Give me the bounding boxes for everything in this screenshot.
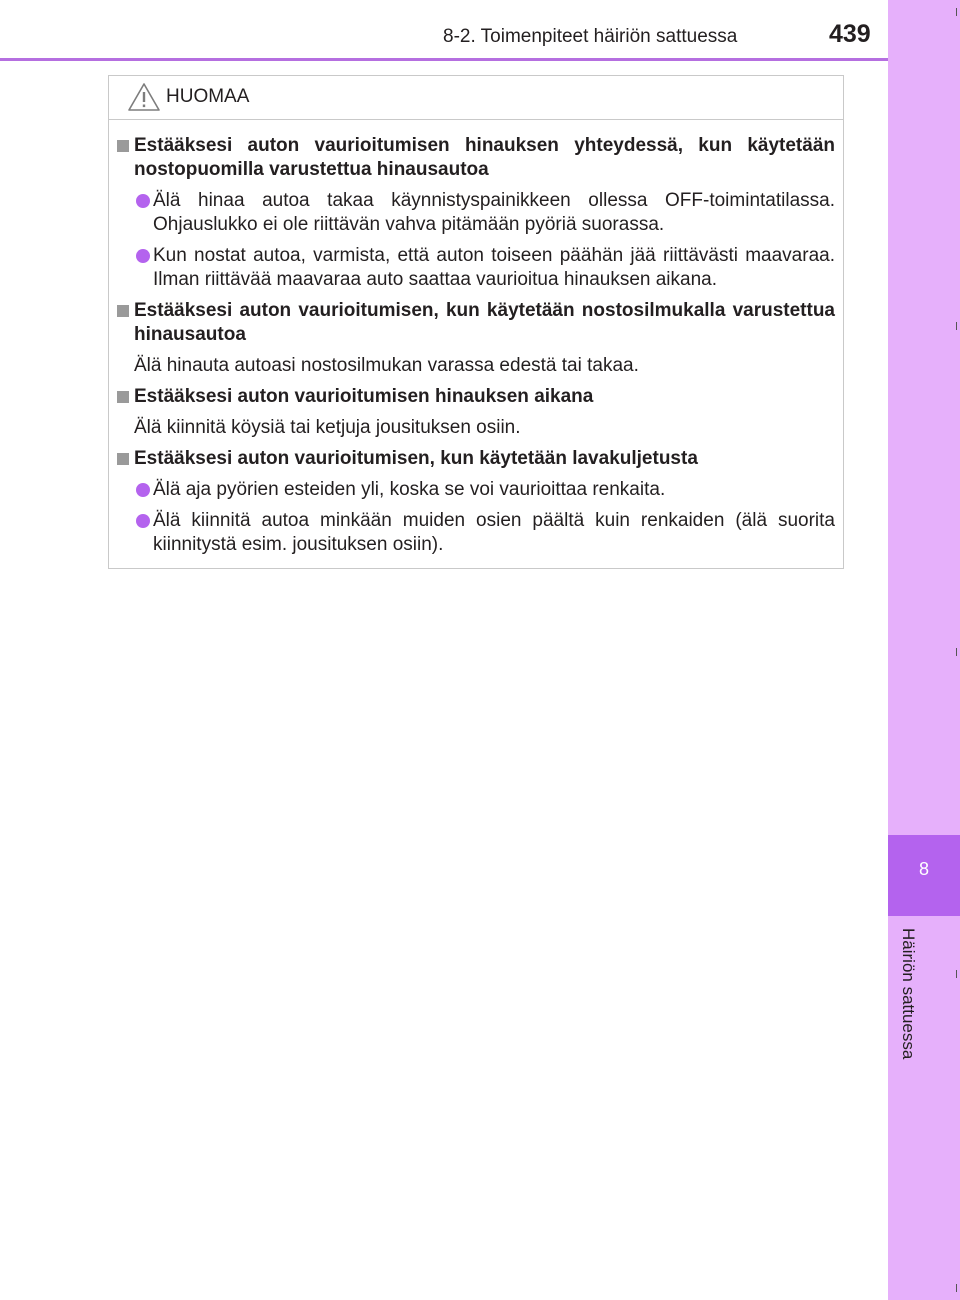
heading-text: Estääksesi auton vaurioitumisen, kun käytetään nostosilmukalla varustettua hinausautoa bbox=[134, 300, 835, 345]
heading-text: Estääksesi auton vaurioitumisen hinauksen aikana bbox=[134, 386, 594, 407]
notice-body bbox=[109, 120, 843, 557]
section-heading bbox=[117, 134, 835, 182]
chapter-sidebar bbox=[888, 0, 960, 1300]
paragraph: Älä kiinnitä köysiä tai ketjuja jousituksen osiin. bbox=[134, 417, 521, 438]
crop-mark bbox=[956, 322, 957, 330]
list-item bbox=[117, 509, 835, 557]
round-bullet-icon bbox=[136, 514, 150, 528]
crop-mark bbox=[956, 1284, 957, 1292]
square-bullet-icon bbox=[117, 453, 129, 465]
warning-triangle-icon bbox=[127, 82, 161, 112]
bullet-text: Kun nostat autoa, varmista, että auton toiseen päähän jää riittävästi maavaraa. Ilman riittävää maavaraa auto saattaa vaurioitua hinauksen aikana. bbox=[153, 245, 835, 290]
chapter-tab[interactable] bbox=[888, 835, 960, 916]
crop-mark bbox=[956, 970, 957, 978]
notice-title: HUOMAA bbox=[166, 86, 250, 107]
section-heading bbox=[117, 447, 835, 471]
bullet-text: Älä aja pyörien esteiden yli, koska se voi vaurioittaa renkaita. bbox=[153, 479, 666, 500]
square-bullet-icon bbox=[117, 391, 129, 403]
header-rule bbox=[0, 58, 888, 61]
section-heading bbox=[117, 385, 835, 409]
round-bullet-icon bbox=[136, 194, 150, 208]
crop-mark bbox=[956, 648, 957, 656]
notice-header bbox=[109, 76, 843, 120]
list-item bbox=[117, 189, 835, 237]
heading-text: Estääksesi auton vaurioitumisen, kun käytetään lavakuljetusta bbox=[134, 448, 698, 469]
bullet-text: Älä kiinnitä autoa minkään muiden osien päältä kuin renkaiden (älä suorita kiinnitystä esim. jousituksen osiin). bbox=[153, 510, 835, 555]
notice-box bbox=[108, 75, 844, 569]
round-bullet-icon bbox=[136, 249, 150, 263]
section-heading bbox=[117, 299, 835, 347]
list-item bbox=[117, 478, 835, 502]
heading-text: Estääksesi auton vaurioitumisen hinauksen yhteydessä, kun käytetään nostopuomilla varustettua hinausautoa bbox=[134, 135, 835, 180]
chapter-label: Häiriön sattuessa bbox=[899, 928, 918, 1060]
bullet-text: Älä hinaa autoa takaa käynnistyspainikkeen ollessa OFF-toimintatilassa. Ohjauslukko ei ole riittävän vahva pitämään pyöriä suorassa. bbox=[153, 190, 835, 235]
chapter-number: 8 bbox=[918, 859, 929, 879]
list-item bbox=[117, 244, 835, 292]
square-bullet-icon bbox=[117, 140, 129, 152]
square-bullet-icon bbox=[117, 305, 129, 317]
round-bullet-icon bbox=[136, 483, 150, 497]
section-title: 8-2. Toimenpiteet häiriön sattuessa bbox=[443, 26, 738, 47]
page-number: 439 bbox=[829, 20, 871, 48]
paragraph: Älä hinauta autoasi nostosilmukan varassa edestä tai takaa. bbox=[134, 355, 639, 376]
crop-mark bbox=[956, 8, 957, 16]
